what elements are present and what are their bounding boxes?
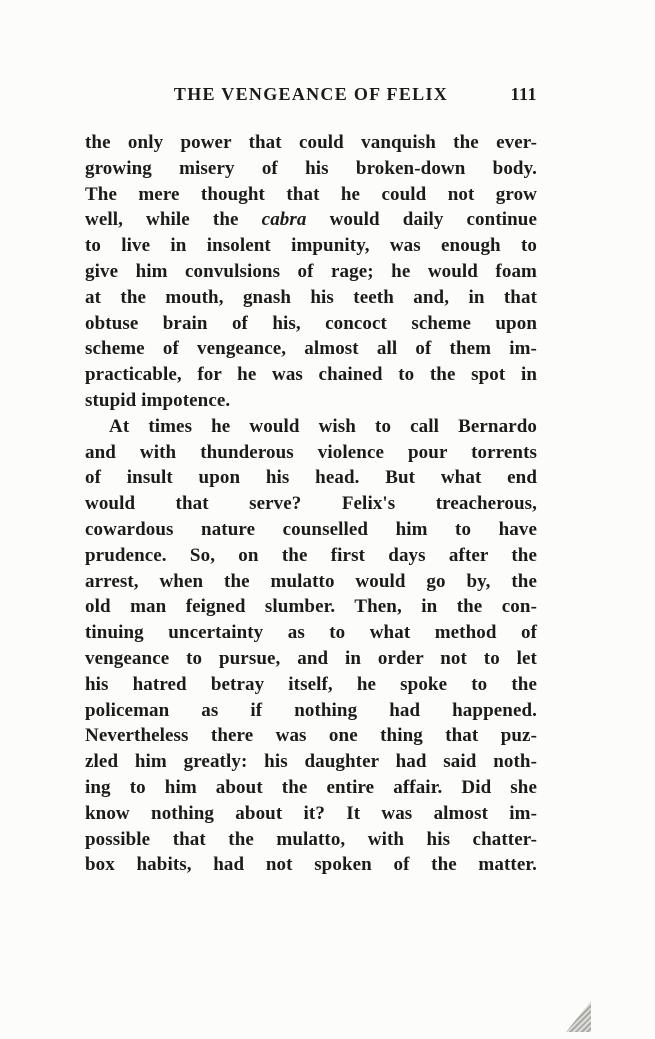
text-line: vengeance to pursue, and in order not to let	[85, 647, 537, 669]
text-line: scheme of vengeance, almost all of them im-	[85, 338, 537, 360]
text-line: arrest, when the mulatto would go by, the	[85, 570, 537, 592]
text-line: at the mouth, gnash his teeth and, in that	[85, 286, 537, 308]
paragraph	[85, 414, 537, 878]
text-line: zled him greatly: his daughter had said noth-	[85, 751, 537, 773]
text-line: stupid impotence.	[85, 389, 231, 411]
text-line: cowardous nature counselled him to have	[85, 518, 537, 540]
text-block	[85, 130, 537, 878]
text-line: growing misery of his broken-down body.	[85, 157, 537, 179]
text-line: know nothing about it? It was almost im-	[85, 802, 537, 824]
text-line: possible that the mulatto, with his chatter-	[85, 828, 537, 850]
text-line: policeman as if nothing had happened.	[85, 699, 537, 721]
text-line: box habits, had not spoken of the matter.	[85, 854, 537, 876]
text-line: obtuse brain of his, concoct scheme upon	[85, 312, 537, 334]
text-line: practicable, for he was chained to the spot in	[85, 364, 537, 386]
text-line: the only power that could vanquish the ever-	[85, 132, 537, 153]
text-line: Nevertheless there was one thing that puz-	[85, 725, 537, 747]
text-line: prudence. So, on the first days after the	[85, 544, 537, 566]
text-line: of insult upon his head. But what end	[85, 467, 537, 489]
text-line: to live in insolent impunity, was enough to	[85, 235, 537, 257]
page-title: THE VENGEANCE OF FELIX	[173, 84, 449, 104]
text-line: tinuing uncertainty as to what method of	[85, 622, 537, 644]
text-line: ing to him about the entire affair. Did she	[85, 776, 537, 798]
page-number: 111	[510, 84, 537, 104]
text-line: give him convulsions of rage; he would foam	[85, 260, 537, 282]
text-line: his hatred betray itself, he spoke to the	[85, 673, 537, 695]
text-line: At times he would wish to call Bernardo	[109, 415, 537, 437]
paragraph	[85, 130, 537, 414]
text-line: well, while the cabra would daily continue	[85, 209, 537, 231]
text-line: old man feigned slumber. Then, in the con-	[85, 596, 537, 618]
text-line: and with thunderous violence pour torrents	[85, 441, 537, 463]
text-line: would that serve? Felix's treacherous,	[85, 493, 537, 515]
running-head	[85, 84, 537, 108]
scan-artifact	[566, 1001, 591, 1032]
text-line: The mere thought that he could not grow	[85, 183, 537, 205]
